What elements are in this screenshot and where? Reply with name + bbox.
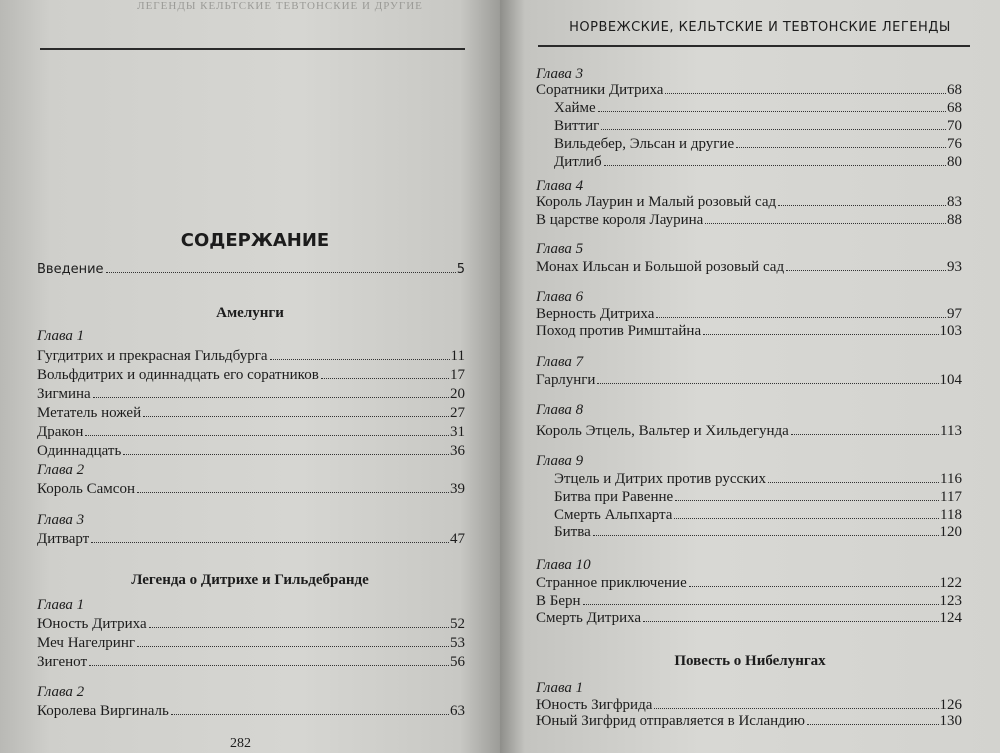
entry-title: Этцель и Дитрих против русских	[554, 471, 766, 487]
chapter-heading: Глава 5	[536, 241, 584, 257]
entry-page: 68	[947, 82, 962, 98]
entry-title: Виттиг	[554, 118, 600, 134]
entry-page: 17	[450, 367, 465, 383]
entry-title: Хайме	[554, 100, 596, 116]
entry-page: 70	[947, 118, 962, 134]
entry-title: Соратники Дитриха	[536, 82, 664, 98]
toc-entry[interactable]	[536, 575, 962, 592]
entry-page: 52	[450, 616, 465, 632]
dot-leader	[270, 359, 450, 360]
entry-page: 126	[939, 697, 962, 713]
dot-leader	[791, 434, 939, 435]
dot-leader	[665, 93, 946, 94]
entry-page: 39	[450, 481, 465, 497]
dot-leader	[137, 646, 449, 647]
dot-leader	[703, 334, 938, 335]
entry-title: Дитлиб	[554, 154, 602, 170]
entry-title: Дитварт	[37, 531, 90, 547]
page-number: 282	[230, 736, 251, 751]
dot-leader	[91, 542, 449, 543]
toc-entry[interactable]	[554, 507, 962, 524]
entry-page: 76	[947, 136, 962, 152]
entry-page: 118	[940, 507, 962, 523]
dot-leader	[807, 724, 939, 725]
toc-entry[interactable]	[37, 348, 465, 365]
toc-entry[interactable]	[554, 136, 962, 153]
entry-title: Введение	[37, 262, 104, 277]
toc-entry[interactable]	[37, 481, 465, 498]
toc-entry[interactable]	[536, 82, 962, 99]
dot-leader	[598, 111, 946, 112]
dot-leader	[593, 535, 939, 536]
chapter-heading: Глава 8	[536, 402, 584, 418]
dot-leader	[106, 272, 456, 273]
entry-page: 83	[947, 194, 962, 210]
toc-entry-intro[interactable]	[37, 262, 465, 277]
dot-leader	[89, 665, 449, 666]
dot-leader	[786, 270, 946, 271]
dot-leader	[736, 147, 946, 148]
entry-title: Одиннадцать	[37, 443, 122, 459]
toc-entry[interactable]	[554, 471, 962, 488]
dot-leader	[604, 165, 946, 166]
entry-title: Меч Нагелринг	[37, 635, 136, 651]
entry-title: Зигмина	[37, 386, 91, 402]
entry-title: Король Самсон	[37, 481, 135, 497]
section-dietrich-hildebrand: Легенда о Дитрихе и Гильдебранде	[131, 572, 369, 588]
entry-title: Битва	[554, 524, 591, 540]
entry-title: Верность Дитриха	[536, 306, 655, 322]
toc-entry[interactable]	[536, 259, 962, 276]
toc-entry[interactable]	[536, 423, 962, 440]
chapter-heading: Глава 3	[37, 512, 85, 528]
section-amelungi: Амелунги	[216, 305, 284, 321]
chapter-heading: Глава 2	[37, 462, 85, 478]
entry-title: Странное приключение	[536, 575, 687, 591]
dot-leader	[674, 518, 939, 519]
entry-title: Метатель ножей	[37, 405, 142, 421]
entry-page: 113	[940, 423, 962, 439]
toc-entry[interactable]	[37, 703, 465, 720]
entry-title: Вильдебер, Эльсан и другие	[554, 136, 735, 152]
chapter-heading: Глава 1	[536, 680, 584, 696]
toc-entry[interactable]	[536, 713, 962, 730]
toc-entry[interactable]	[536, 697, 962, 714]
entry-title: Королева Виргиналь	[37, 703, 169, 719]
toc-entry[interactable]	[536, 593, 962, 610]
dot-leader	[768, 482, 939, 483]
dot-leader	[675, 500, 939, 501]
entry-page: 68	[947, 100, 962, 116]
entry-title: Дракон	[37, 424, 84, 440]
entry-page: 124	[939, 610, 962, 626]
entry-title: Смерть Дитриха	[536, 610, 642, 626]
toc-entry[interactable]	[37, 424, 465, 441]
entry-page: 123	[939, 593, 962, 609]
right-header-rule	[538, 45, 970, 47]
toc-entry[interactable]	[37, 616, 465, 633]
chapter-heading: Глава 3	[536, 66, 584, 82]
chapter-heading: Глава 10	[536, 557, 591, 573]
dot-leader	[705, 223, 946, 224]
dot-leader	[654, 708, 938, 709]
entry-page: 47	[450, 531, 465, 547]
toc-entry[interactable]	[536, 194, 962, 211]
entry-page: 63	[450, 703, 465, 719]
entry-title: Зигенот	[37, 654, 88, 670]
entry-page: 36	[450, 443, 465, 459]
toc-entry[interactable]	[37, 635, 465, 652]
entry-page: 27	[450, 405, 465, 421]
entry-title: В Берн	[536, 593, 581, 609]
dot-leader	[137, 492, 449, 493]
entry-page: 88	[947, 212, 962, 228]
entry-page: 80	[947, 154, 962, 170]
section-nibelung: Повесть о Нибелунгах	[674, 653, 826, 669]
entry-title: Король Лаурин и Малый розовый сад	[536, 194, 777, 210]
entry-title: Юность Дитриха	[37, 616, 147, 632]
entry-title: Битва при Равенне	[554, 489, 674, 505]
dot-leader	[656, 317, 946, 318]
chapter-heading: Глава 6	[536, 289, 584, 305]
toc-entry[interactable]	[554, 154, 962, 171]
entry-page: 117	[940, 489, 962, 505]
entry-title: Смерть Альпхарта	[554, 507, 673, 523]
entry-title: Монах Ильсан и Большой розовый сад	[536, 259, 785, 275]
toc-entry[interactable]	[37, 367, 465, 384]
toc-entry[interactable]	[536, 610, 962, 627]
entry-title: Юность Зигфрида	[536, 697, 653, 713]
entry-title: В царстве короля Лаурина	[536, 212, 704, 228]
toc-entry[interactable]	[554, 524, 962, 541]
chapter-heading: Глава 9	[536, 453, 584, 469]
toc-entry[interactable]	[37, 386, 465, 403]
right-page	[500, 0, 1000, 753]
entry-page: 122	[939, 575, 962, 591]
toc-entry[interactable]	[536, 323, 962, 340]
dot-leader	[601, 129, 946, 130]
toc-entry[interactable]	[554, 118, 962, 135]
dot-leader	[93, 397, 449, 398]
chapter-heading: Глава 2	[37, 684, 85, 700]
dot-leader	[583, 604, 939, 605]
entry-page: 53	[450, 635, 465, 651]
entry-page: 97	[947, 306, 962, 322]
entry-title: Юный Зигфрид отправляется в Исландию	[536, 713, 805, 729]
right-running-header: НОРВЕЖСКИЕ, КЕЛЬТСКИЕ И ТЕВТОНСКИЕ ЛЕГЕНДЫ	[569, 20, 951, 35]
dot-leader	[597, 383, 938, 384]
dot-leader	[123, 454, 449, 455]
dot-leader	[689, 586, 939, 587]
entry-page: 103	[939, 323, 962, 339]
dot-leader	[85, 435, 449, 436]
left-running-header: ЛЕГЕНДЫ КЕЛЬТСКИЕ ТЕВТОНСКИЕ И ДРУГИЕ	[137, 0, 423, 12]
entry-page: 116	[940, 471, 962, 487]
dot-leader	[321, 378, 449, 379]
dot-leader	[643, 621, 938, 622]
entry-page: 120	[939, 524, 962, 540]
contents-title: СОДЕРЖАНИЕ	[180, 230, 330, 251]
entry-title: Вольфдитрих и одиннадцать его соратников	[37, 367, 319, 383]
entry-title: Король Этцель, Вальтер и Хильдегунда	[536, 423, 789, 439]
toc-entry[interactable]	[536, 212, 962, 229]
toc-entry[interactable]	[536, 372, 962, 389]
dot-leader	[149, 627, 449, 628]
chapter-heading: Глава 4	[536, 178, 584, 194]
entry-title: Гарлунги	[536, 372, 596, 388]
dot-leader	[143, 416, 449, 417]
toc-entry[interactable]	[37, 654, 465, 671]
entry-page: 31	[450, 424, 465, 440]
toc-entry[interactable]	[37, 443, 465, 460]
entry-page: 5	[456, 262, 465, 277]
toc-entry[interactable]	[536, 306, 962, 323]
dot-leader	[778, 205, 946, 206]
entry-page: 11	[450, 348, 465, 364]
entry-page: 93	[947, 259, 962, 275]
toc-entry[interactable]	[554, 489, 962, 506]
entry-page: 130	[939, 713, 962, 729]
entry-page: 104	[939, 372, 962, 388]
left-header-rule	[40, 48, 465, 50]
entry-title: Гугдитрих и прекрасная Гильдбурга	[37, 348, 268, 364]
dot-leader	[171, 714, 449, 715]
entry-page: 20	[450, 386, 465, 402]
toc-entry[interactable]	[554, 100, 962, 117]
entry-title: Поход против Римштайна	[536, 323, 702, 339]
chapter-heading: Глава 1	[37, 597, 85, 613]
toc-entry[interactable]	[37, 531, 465, 548]
toc-entry[interactable]	[37, 405, 465, 422]
chapter-heading: Глава 1	[37, 328, 85, 344]
entry-page: 56	[450, 654, 465, 670]
chapter-heading: Глава 7	[536, 354, 584, 370]
